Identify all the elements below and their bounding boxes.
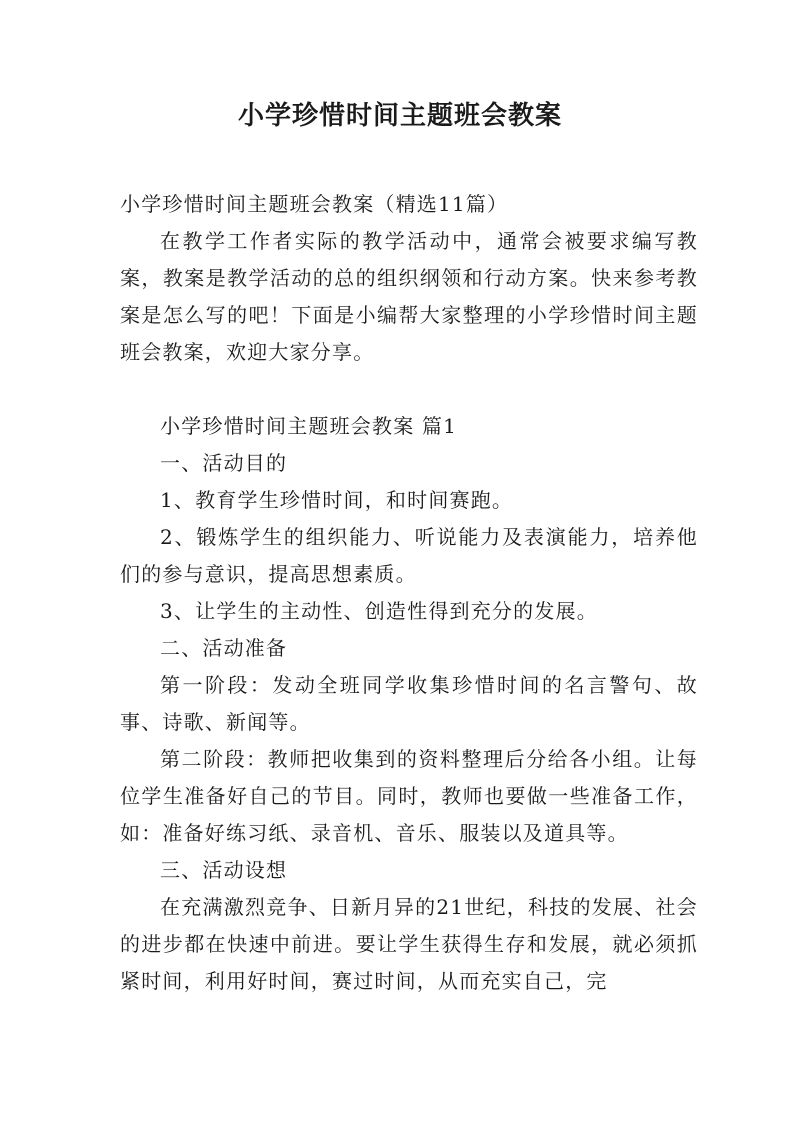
document-body xyxy=(120,186,698,1000)
purpose-item-1: 1、教育学生珍惜时间，和时间赛跑。 xyxy=(160,488,514,512)
intro-paragraph: 在教学工作者实际的教学活动中，通常会被要求编写教案，教案是教学活动的总的组织纲领和行动方案。快来参考教案是怎么写的吧！下面是小编帮大家整理的小学珍惜时间主题班会教案，欢迎大家分享。 xyxy=(120,229,698,364)
preparation-stage-2: 第二阶段：教师把收集到的资料整理后分给各小组。让每位学生准备好自己的节目。同时，教师也要做一些准备工作，如：准备好练习纸、录音机、音乐、服装以及道具等。 xyxy=(120,747,698,845)
heading-activity-plan: 三、活动设想 xyxy=(160,858,288,882)
document-subtitle: 小学珍惜时间主题班会教案（精选11篇） xyxy=(120,192,509,216)
preparation-stage-1: 第一阶段：发动全班同学收集珍惜时间的名言警句、故事、诗歌、新闻等。 xyxy=(120,673,698,734)
heading-activity-preparation: 二、活动准备 xyxy=(160,636,288,660)
plan-paragraph: 在充满激烈竞争、日新月异的21世纪，科技的发展、社会的进步都在快速中前进。要让学生获得生存和发展，就必须抓紧时间，利用好时间，赛过时间，从而充实自己，完 xyxy=(120,895,698,993)
paragraph-gap xyxy=(120,371,698,408)
document-title: 小学珍惜时间主题班会教案 xyxy=(237,101,562,131)
purpose-item-3: 3、让学生的主动性、创造性得到充分的发展。 xyxy=(160,599,598,623)
section-title: 小学珍惜时间主题班会教案 篇1 xyxy=(160,414,458,438)
purpose-item-2: 2、锻炼学生的组织能力、听说能力及表演能力，培养他们的参与意识，提高思想素质。 xyxy=(120,525,698,586)
heading-activity-purpose: 一、活动目的 xyxy=(160,451,288,475)
